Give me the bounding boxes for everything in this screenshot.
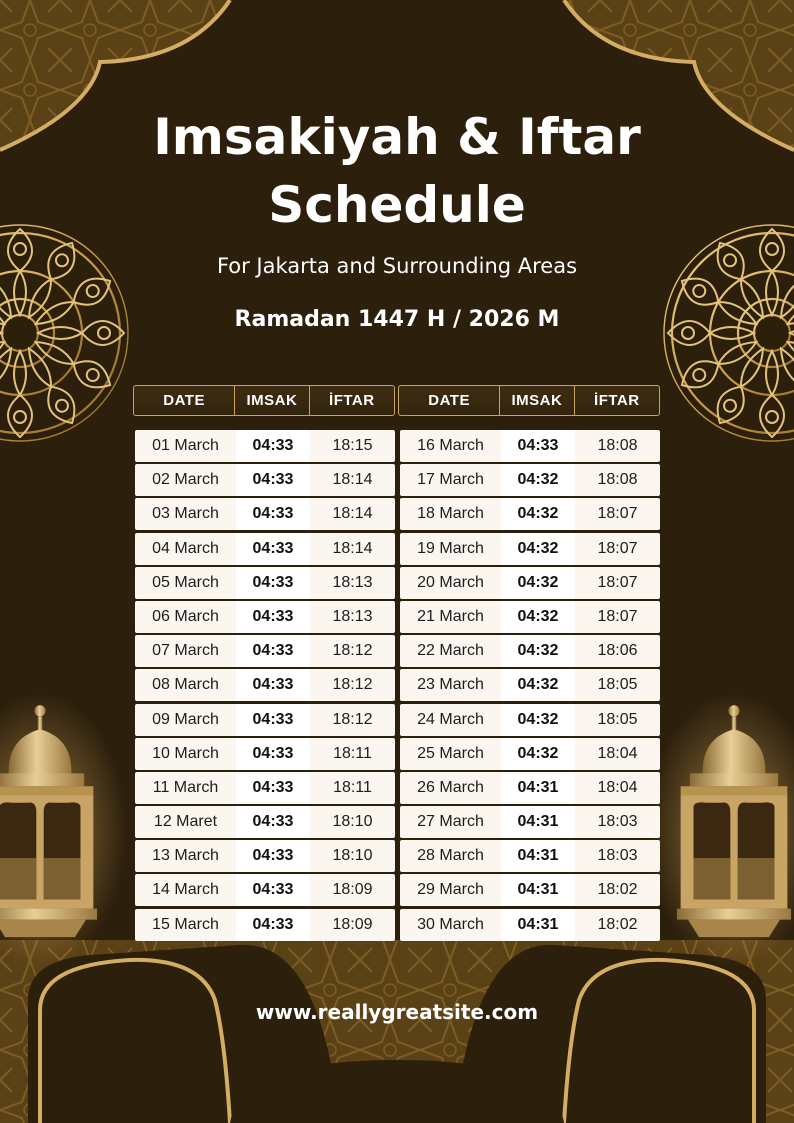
cell-date: 21 March (417, 607, 484, 625)
table-row (135, 533, 395, 565)
table-row (400, 909, 660, 941)
cell-iftar: 18:13 (332, 607, 373, 625)
cell-date: 29 March (417, 881, 484, 899)
cell-date: 19 March (417, 539, 484, 557)
cell-iftar: 18:03 (597, 813, 638, 831)
cell-iftar: 18:10 (332, 847, 373, 865)
cell-iftar: 18:06 (597, 642, 638, 660)
right-schedule-table (400, 430, 660, 943)
table-row (400, 874, 660, 906)
ramadan-lantern-icon (647, 692, 794, 968)
cell-date: 12 Maret (153, 813, 218, 831)
cell-imsak: 04:33 (236, 464, 310, 496)
cell-date: 03 March (152, 505, 219, 523)
cell-imsak: 04:33 (236, 738, 310, 770)
table-row (135, 635, 395, 667)
table-row (400, 635, 660, 667)
cell-date: 25 March (417, 744, 484, 762)
table-row (135, 601, 395, 633)
table-row (400, 498, 660, 530)
cell-date: 06 March (152, 607, 219, 625)
table-row (400, 806, 660, 838)
header-date: DATE (134, 386, 235, 415)
cell-iftar: 18:07 (597, 505, 638, 523)
cell-iftar: 18:12 (332, 642, 373, 660)
table-row (135, 430, 395, 462)
header-imsak: IMSAK (500, 386, 574, 415)
table-row (400, 567, 660, 599)
period-label: Ramadan 1447 H / 2026 M (234, 307, 560, 332)
table-row (135, 669, 395, 701)
cell-iftar: 18:14 (332, 539, 373, 557)
header-iftar: İFTAR (329, 392, 375, 409)
cell-date: 27 March (417, 813, 484, 831)
cell-imsak: 04:32 (501, 567, 575, 599)
cell-date: 07 March (152, 642, 219, 660)
cell-imsak: 04:33 (236, 704, 310, 736)
cell-date: 14 March (152, 881, 219, 899)
cell-imsak: 04:33 (236, 874, 310, 906)
cell-date: 04 March (152, 539, 219, 557)
table-row (400, 840, 660, 872)
cell-date: 05 March (152, 573, 219, 591)
cell-imsak: 04:33 (236, 806, 310, 838)
cell-imsak: 04:33 (236, 635, 310, 667)
cell-imsak: 04:32 (501, 704, 575, 736)
table-row (135, 704, 395, 736)
right-table-header (398, 385, 660, 416)
cell-iftar: 18:07 (597, 539, 638, 557)
cell-imsak: 04:33 (236, 840, 310, 872)
cell-iftar: 18:05 (597, 710, 638, 728)
table-row (400, 430, 660, 462)
table-row (135, 909, 395, 941)
cell-date: 10 March (152, 744, 219, 762)
subtitle: For Jakarta and Surrounding Areas (216, 254, 578, 278)
cell-date: 02 March (152, 471, 219, 489)
cell-date: 01 March (152, 437, 219, 454)
cell-imsak: 04:32 (501, 738, 575, 770)
cell-date: 18 March (417, 505, 484, 523)
cell-iftar: 18:13 (332, 573, 373, 591)
table-row (400, 601, 660, 633)
table-row (400, 464, 660, 496)
cell-date: 22 March (417, 642, 484, 660)
table-row (135, 464, 395, 496)
cell-imsak: 04:31 (501, 909, 575, 941)
cell-date: 16 March (417, 437, 484, 454)
cell-date: 15 March (152, 915, 219, 933)
website-url: www.reallygreatsite.com (255, 1000, 539, 1024)
table-row (400, 533, 660, 565)
cell-imsak: 04:33 (236, 430, 310, 462)
table-row (135, 874, 395, 906)
title-line-2: Schedule (268, 176, 526, 234)
cell-imsak: 04:32 (501, 533, 575, 565)
table-row (400, 772, 660, 804)
title-line-1: Imsakiyah & Iftar (153, 108, 641, 166)
cell-iftar: 18:15 (332, 437, 373, 454)
cell-date: 13 March (152, 847, 219, 865)
cell-iftar: 18:12 (332, 710, 373, 728)
cell-iftar: 18:02 (597, 881, 638, 899)
cell-imsak: 04:32 (501, 635, 575, 667)
cell-imsak: 04:31 (501, 806, 575, 838)
cell-imsak: 04:33 (236, 533, 310, 565)
cell-date: 24 March (417, 710, 484, 728)
ramadan-lantern-icon (0, 692, 127, 968)
table-row (135, 567, 395, 599)
cell-date: 17 March (417, 471, 484, 489)
cell-iftar: 18:04 (597, 744, 638, 762)
cell-imsak: 04:32 (501, 464, 575, 496)
cell-imsak: 04:33 (236, 909, 310, 941)
cell-date: 09 March (152, 710, 219, 728)
cell-iftar: 18:07 (597, 573, 638, 591)
cell-imsak: 04:32 (501, 669, 575, 701)
cell-iftar: 18:03 (597, 847, 638, 865)
header-iftar: İFTAR (594, 392, 640, 409)
table-row (135, 772, 395, 804)
cell-date: 30 March (417, 915, 484, 933)
cell-imsak: 04:32 (501, 498, 575, 530)
cell-iftar: 18:12 (332, 676, 373, 694)
cell-imsak: 04:33 (236, 601, 310, 633)
table-row (400, 738, 660, 770)
header-date: DATE (399, 386, 500, 415)
cell-iftar: 18:05 (597, 676, 638, 694)
cell-date: 28 March (417, 847, 484, 865)
cell-imsak: 04:33 (236, 567, 310, 599)
cell-date: 20 March (417, 573, 484, 591)
cell-iftar: 18:14 (332, 505, 373, 523)
table-row (135, 806, 395, 838)
header-imsak: IMSAK (235, 386, 309, 415)
table-row (400, 704, 660, 736)
cell-imsak: 04:31 (501, 874, 575, 906)
cell-date: 11 March (152, 778, 219, 796)
cell-date: 23 March (417, 676, 484, 694)
table-row (135, 738, 395, 770)
cell-iftar: 18:09 (332, 915, 373, 933)
table-row (135, 498, 395, 530)
cell-date: 26 March (417, 778, 484, 796)
cell-date: 08 March (152, 676, 219, 694)
cell-imsak: 04:33 (501, 430, 575, 462)
cell-iftar: 18:08 (597, 437, 638, 454)
cell-iftar: 18:08 (597, 471, 638, 489)
left-schedule-table (135, 430, 395, 943)
cell-iftar: 18:14 (332, 471, 373, 489)
cell-iftar: 18:11 (333, 778, 372, 796)
cell-iftar: 18:10 (332, 813, 373, 831)
left-table-header (133, 385, 395, 416)
cell-imsak: 04:32 (501, 601, 575, 633)
cell-imsak: 04:33 (236, 669, 310, 701)
cell-iftar: 18:11 (333, 744, 372, 762)
cell-imsak: 04:31 (501, 840, 575, 872)
cell-iftar: 18:02 (597, 915, 638, 933)
cell-imsak: 04:33 (236, 498, 310, 530)
cell-iftar: 18:04 (597, 778, 638, 796)
cell-iftar: 18:07 (597, 607, 638, 625)
table-row (135, 840, 395, 872)
cell-imsak: 04:33 (236, 772, 310, 804)
cell-iftar: 18:09 (332, 881, 373, 899)
cell-imsak: 04:31 (501, 772, 575, 804)
table-row (400, 669, 660, 701)
